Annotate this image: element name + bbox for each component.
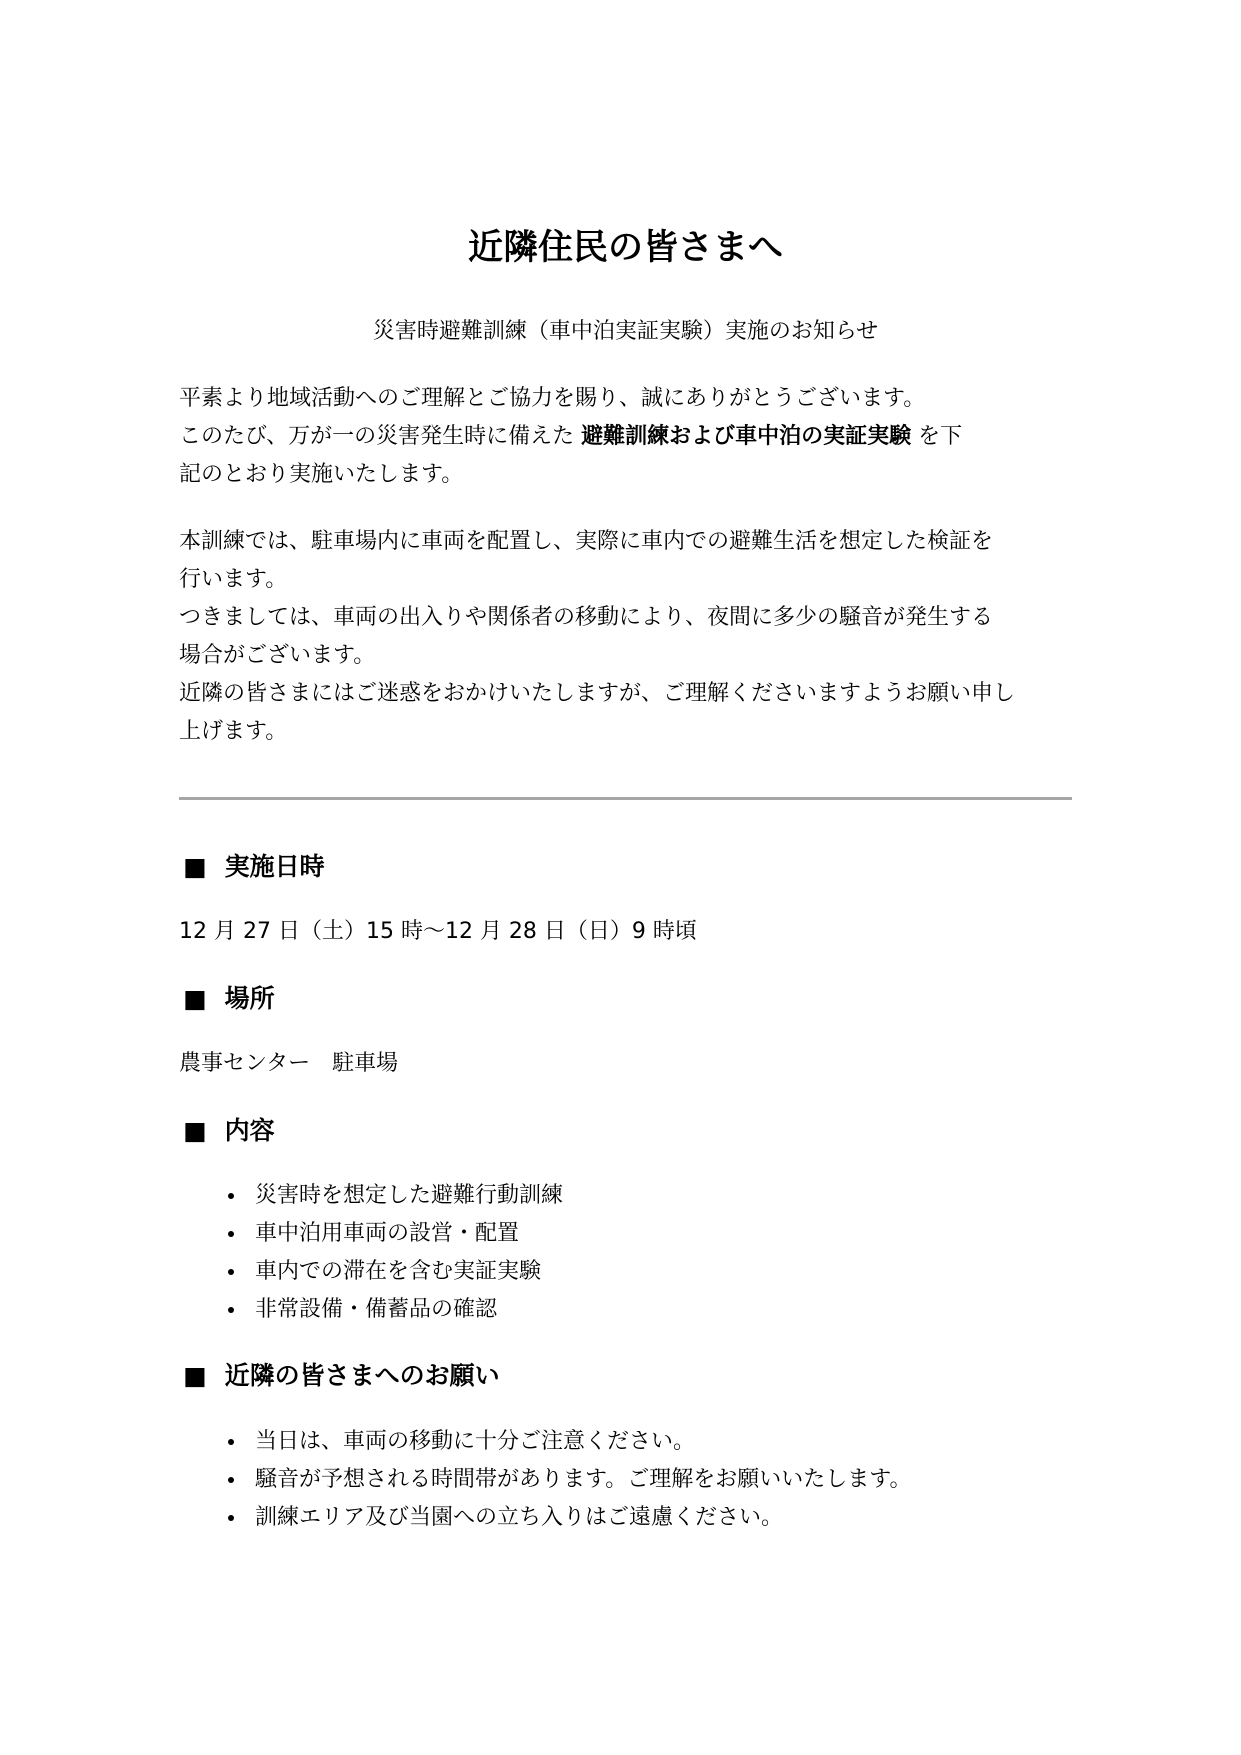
square-bullet-icon: ■	[183, 1116, 207, 1145]
bullet-dot-icon	[228, 1269, 234, 1275]
list-item-text: 当日は、車両の移動に十分ご注意ください。	[255, 1429, 696, 1454]
list-item	[179, 1461, 911, 1499]
intro-paragraph	[179, 380, 1072, 494]
body-line-4: 場合がございます。	[179, 643, 376, 668]
content-list	[179, 1177, 563, 1329]
list-item	[179, 1291, 563, 1329]
bullet-dot-icon	[228, 1477, 234, 1483]
list-item	[179, 1177, 563, 1215]
horizontal-divider	[179, 797, 1072, 800]
section-heading-datetime	[183, 849, 325, 885]
body-line-6: 上げます。	[179, 719, 288, 744]
section-heading-content	[183, 1113, 275, 1149]
body-line-5: 近隣の皆さまにはご迷惑をおかけいたしますが、ご理解くださいますようお願い申し	[179, 681, 1016, 706]
list-item	[179, 1499, 911, 1537]
list-item-text: 騒音が予想される時間帯があります。ご理解をお願いいたします。	[255, 1467, 912, 1492]
datetime-value: 12 月 27 日（土）15 時～12 月 28 日（日）9 時頃	[179, 919, 697, 944]
bullet-dot-icon	[228, 1307, 234, 1313]
document-subtitle: 災害時避難訓練（車中泊実証実験）実施のお知らせ	[372, 319, 879, 344]
section-heading-request-label: 近隣の皆さまへのお願い	[224, 1361, 500, 1390]
square-bullet-icon: ■	[183, 1361, 207, 1390]
request-list	[179, 1423, 911, 1537]
list-item-text: 車内での滞在を含む実証実験	[255, 1259, 542, 1284]
document-title: 近隣住民の皆さまへ	[467, 228, 783, 268]
square-bullet-icon: ■	[183, 852, 207, 881]
place-value: 農事センター 駐車場	[179, 1051, 399, 1076]
list-item-text: 非常設備・備蓄品の確認	[255, 1297, 498, 1322]
bullet-dot-icon	[228, 1515, 234, 1521]
list-item-text: 車中泊用車両の設営・配置	[255, 1221, 520, 1246]
body-line-3: つきましては、車両の出入りや関係者の移動により、夜間に多少の騒音が発生する	[179, 605, 994, 630]
section-heading-datetime-label: 実施日時	[224, 852, 325, 881]
bullet-dot-icon	[228, 1193, 234, 1199]
list-item-text: 災害時を想定した避難行動訓練	[255, 1183, 564, 1208]
list-item	[179, 1423, 911, 1461]
bullet-dot-icon	[228, 1231, 234, 1237]
intro-line-1: 平素より地域活動へのご理解とご協力を賜り、誠にありがとうございます。	[179, 386, 926, 411]
intro-line-3: 記のとおり実施いたします。	[179, 462, 464, 487]
list-item	[179, 1253, 563, 1291]
bullet-dot-icon	[228, 1439, 234, 1445]
section-heading-place	[183, 981, 275, 1017]
square-bullet-icon: ■	[183, 984, 207, 1013]
intro-emphasis: 避難訓練および車中泊の実証実験	[581, 424, 912, 449]
body-line-1: 本訓練では、駐車場内に車両を配置し、実際に車内での避難生活を想定した検証を	[179, 529, 994, 554]
section-heading-content-label: 内容	[224, 1116, 275, 1145]
intro-line-2	[179, 418, 1072, 456]
body-line-2: 行います。	[179, 567, 288, 592]
section-heading-request	[183, 1358, 500, 1394]
section-heading-place-label: 場所	[224, 984, 275, 1013]
intro-line-2-prefix: このたび、万が一の災害発生時に備えた	[179, 424, 582, 449]
list-item-text: 訓練エリア及び当園への立ち入りはご遠慮ください。	[255, 1505, 784, 1530]
body-paragraph	[179, 523, 1072, 751]
list-item	[179, 1215, 563, 1253]
intro-line-2-suffix: を下	[911, 424, 963, 449]
